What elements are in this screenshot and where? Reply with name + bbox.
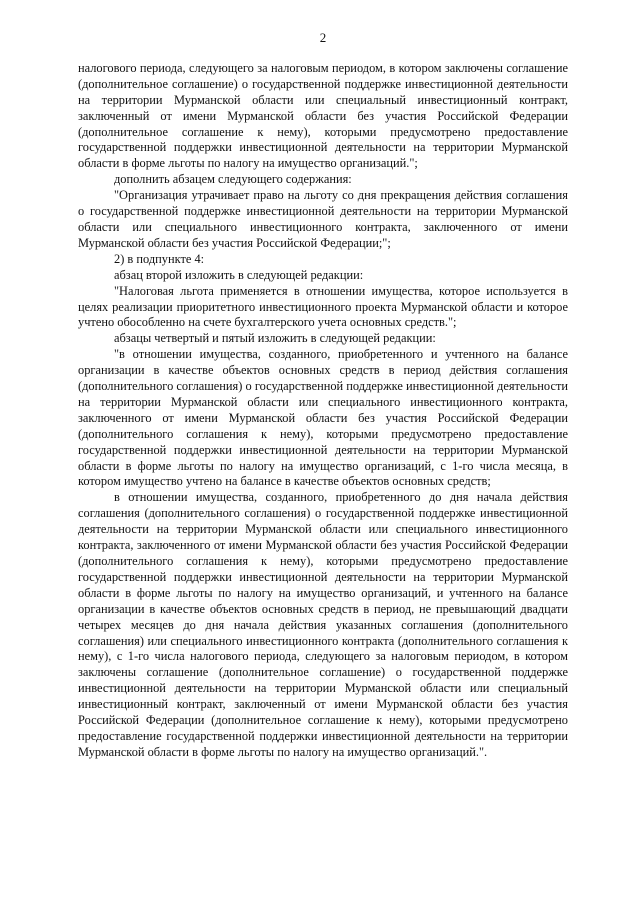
paragraph-loss-of-right: "Организация утрачивает право на льготу со дня прекращения действия соглашения о государственной поддержке инвестиционной деятельности на территории Мурманской области или специального инвестиционного контракта, заключенного от имени Мурманской области без участия Российской Федерации;"; [78, 188, 568, 250]
paragraph-subpoint-header: 2) в подпункте 4: [114, 251, 205, 266]
page-number: 2 [319, 30, 327, 45]
paragraph-fourth-fifth-instruction: абзацы четвертый и пятый изложить в следующей редакции: [114, 331, 436, 346]
paragraph-amendment-instruction: дополнить абзацем следующего содержания: [114, 172, 352, 187]
paragraph-property-during-agreement: "в отношении имущества, созданного, приобретенного и учтенного на балансе организации в качестве объектов основных средств в период действия соглашения (дополнительного соглашения) о государственной поддержке инвестиционной деятельности на территории Мурманской области или специального инвестиционного контракта, заключенного от имени Мурманской области без участия Российской Федерации (дополнительного соглашения к нему), которыми предусмотрено предоставление государственной поддержки инвестиционной деятельности на территории Мурманской области в форме льготы по налогу на имущество организаций, с 1-го числа месяца, в котором имущество учтено на балансе в качестве объектов основных средств; [78, 347, 568, 489]
paragraph-continuation: налогового периода, следующего за налоговым периодом, в котором заключены соглашение (дополнительное соглашение) о государственной поддержке инвестиционной деятельности на территории Мурманской области или специальный инвестиционный контракт, заключенный от имени Мурманской области без участия Российской Федерации (дополнительное соглашение к нему), которыми предусмотрено предоставление государственной поддержки инвестиционной деятельности на территории Мурманской области в форме льготы по налогу на имущество организаций."; [78, 60, 568, 171]
document-page [78, 30, 568, 761]
paragraph-tax-benefit: "Налоговая льгота применяется в отношении имущества, которое используется в целях реализации приоритетного инвестиционного проекта Мурманской области и которое учтено обособленно на счете бухгалтерского учета основных средств."; [78, 283, 568, 330]
paragraph-second-abzac-instruction: абзац второй изложить в следующей редакции: [114, 267, 364, 282]
paragraph-property-before-agreement: в отношении имущества, созданного, приобретенного до дня начала действия соглашения (дополнительного соглашения) о государственной поддержке инвестиционной деятельности на территории Мурманской области или специального инвестиционного контракта, заключенного от имени Мурманской области без участия Российской Федерации (дополнительного соглашения к нему), которыми предусмотрено предоставление государственной поддержки инвестиционной деятельности на территории Мурманской области в форме льготы по налогу на имущество организаций, и учтенного на балансе организации в качестве объектов основных средств в период, не превышающий двадцати четырех месяцев до дня начала действия указанных соглашения (дополнительного соглашения) или специального инвестиционного контракта (дополнительного соглашения к нему), с 1-го числа налогового периода, следующего за налоговым периодом, в котором заключены соглашение (дополнительное соглашение) о государственной поддержке инвестиционной деятельности на территории Мурманской области или специальный инвестиционный контракт, заключенный от имени Мурманской области без участия Российской Федерации (дополнительное соглашение к нему), которыми предусмотрено предоставление государственной поддержки инвестиционной деятельности на территории Мурманской области в форме льготы по налогу на имущество организаций.". [78, 490, 568, 759]
